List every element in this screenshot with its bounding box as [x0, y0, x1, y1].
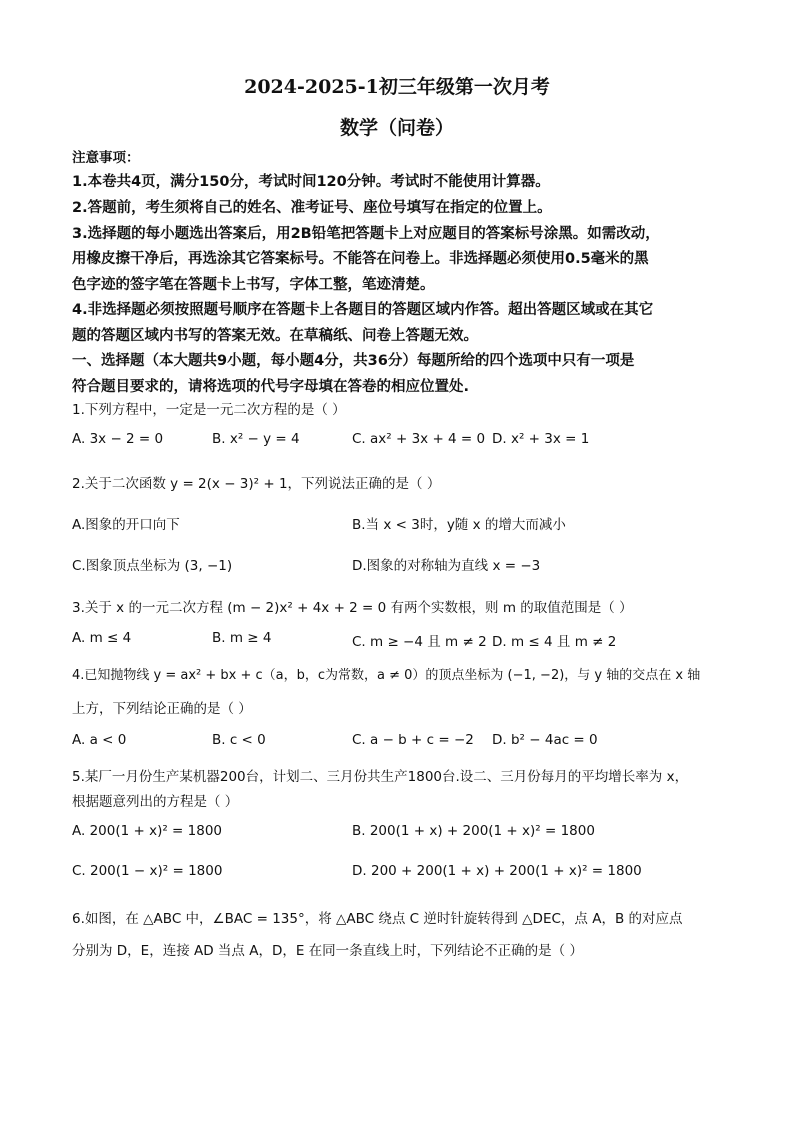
- notice-heading: 注意事项：: [72, 150, 140, 166]
- notice-line: 色字迹的签字笔在答题卡上书写，字体工整，笔迹清楚。: [72, 277, 435, 293]
- question-4-option-c: C. a − b + c = −2: [352, 732, 474, 748]
- question-6-stem-cont: 分别为 D，E，连接 AD 当点 A，D，E 在同一条直线上时，下列结论不正确的是（ ）: [72, 943, 583, 959]
- notice-line: 2.答题前，考生须将自己的姓名、准考证号、座位号填写在指定的位置上。: [72, 200, 552, 216]
- question-4-stem: 4.已知抛物线 y = ax² + bx + c（a，b，c为常数，a ≠ 0）的顶点坐标为 (−1, −2)，与 y 轴的交点在 x 轴: [72, 668, 701, 683]
- question-2-stem: 2.关于二次函数 y = 2(x − 3)² + 1，下列说法正确的是（ ）: [72, 476, 441, 492]
- notice-line: 题的答题区域内书写的答案无效。在草稿纸、问卷上答题无效。: [72, 328, 478, 344]
- question-1-option-c: C. ax² + 3x + 4 = 0: [352, 431, 486, 447]
- question-4-option-d: D. b² − 4ac = 0: [492, 732, 598, 748]
- section-heading: 一、选择题（本大题共9小题，每小题4分，共36分）每题所给的四个选项中只有一项是: [72, 353, 635, 369]
- question-3-option-b: B. m ≥ 4: [212, 630, 272, 646]
- question-2-option-a: A.图象的开口向下: [72, 517, 180, 533]
- question-5-option-a: A. 200(1 + x)² = 1800: [72, 823, 223, 839]
- question-4-stem-cont: 上方，下列结论正确的是（ ）: [72, 701, 252, 717]
- question-1-option-b: B. x² − y = 4: [212, 431, 300, 447]
- question-2-option-c: C.图象顶点坐标为 (3, −1): [72, 558, 233, 574]
- question-3-option-a: A. m ≤ 4: [72, 630, 132, 646]
- question-5-option-b: B. 200(1 + x) + 200(1 + x)² = 1800: [352, 823, 595, 839]
- question-5-option-d: D. 200 + 200(1 + x) + 200(1 + x)² = 1800: [352, 863, 642, 879]
- question-5-stem-cont: 根据题意列出的方程是（ ）: [72, 794, 239, 810]
- notice-line: 4.非选择题必须按照题号顺序在答题卡上各题目的答题区域内作答。超出答题区域或在其它: [72, 302, 654, 318]
- question-2-option-d: D.图象的对称轴为直线 x = −3: [352, 558, 541, 574]
- question-4-option-a: A. a < 0: [72, 732, 127, 748]
- question-6-stem: 6.如图，在 △ABC 中，∠BAC = 135°，将 △ABC 绕点 C 逆时针旋转得到 △DEC，点 A，B 的对应点: [72, 911, 683, 927]
- notice-line: 1.本卷共4页，满分150分，考试时间120分钟。考试时不能使用计算器。: [72, 174, 550, 190]
- notice-line: 3.选择题的每小题选出答案后，用2B铅笔把答题卡上对应题目的答案标号涂黑。如需改动，: [72, 226, 660, 242]
- question-1-option-a: A. 3x − 2 = 0: [72, 431, 164, 447]
- exam-subtitle: 数学（问卷）: [339, 117, 454, 139]
- question-3-option-c: C. m ≥ −4 且 m ≠ 2: [352, 634, 487, 650]
- section-heading: 符合题目要求的，请将选项的代号字母填在答卷的相应位置处.: [72, 379, 470, 395]
- notice-line: 用橡皮擦干净后，再选涂其它答案标号。不能答在问卷上。非选择题必须使用0.5毫米的黑: [72, 251, 649, 267]
- question-1-stem: 1.下列方程中，一定是一元二次方程的是（ ）: [72, 402, 346, 418]
- question-3-option-d: D. m ≤ 4 且 m ≠ 2: [492, 634, 617, 650]
- question-2-option-b: B.当 x < 3时，y随 x 的增大而减小: [352, 517, 566, 533]
- question-1-option-d: D. x² + 3x = 1: [492, 431, 590, 447]
- question-4-option-b: B. c < 0: [212, 732, 266, 748]
- exam-title: 2024-2025-1初三年级第一次月考: [244, 76, 550, 98]
- question-5-option-c: C. 200(1 − x)² = 1800: [72, 863, 223, 879]
- question-3-stem: 3.关于 x 的一元二次方程 (m − 2)x² + 4x + 2 = 0 有两个实数根，则 m 的取值范围是（ ）: [72, 600, 633, 616]
- question-5-stem: 5.某厂一月份生产某机器200台，计划二、三月份共生产1800台.设二、三月份每月的平均增长率为 x，: [72, 769, 689, 785]
